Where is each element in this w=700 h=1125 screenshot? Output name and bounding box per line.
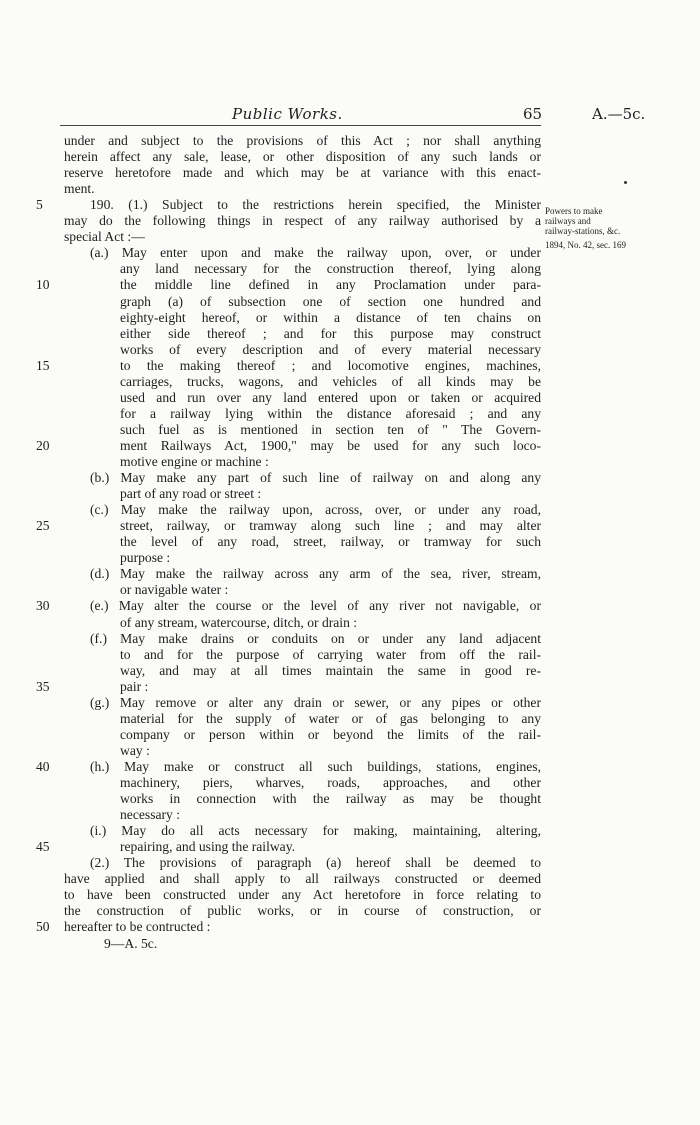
line-text: works of every description and of every material necessary (120, 341, 541, 357)
line-text: pair : (120, 678, 149, 694)
text-line (0, 486, 700, 502)
line-text: (c.) May make the railway upon, across, over, or under any road, (90, 502, 541, 518)
line-number: 5 (36, 197, 43, 213)
text-line (0, 454, 700, 470)
text-line (0, 711, 700, 727)
line-text: material for the supply of water or of gas belonging to any (120, 710, 541, 726)
text-line (0, 342, 700, 358)
text-line (0, 759, 700, 775)
line-text: hereafter to be contructed : (64, 919, 211, 935)
line-text: (e.) May alter the course or the level of any river not navigable, or (90, 598, 541, 614)
text-line (0, 566, 700, 582)
line-text: ment Railways Act, 1900," may be used for any such loco- (120, 437, 541, 453)
text-line (0, 695, 700, 711)
line-text: company or person within or beyond the limits of the rail- (120, 726, 541, 742)
line-text: purpose : (120, 550, 171, 566)
line-text: used and run over any land entered upon or taken or acquired (120, 389, 541, 405)
page-number: 65 (523, 105, 543, 123)
line-text: under and subject to the provisions of this Act ; nor shall anything (64, 133, 541, 148)
line-number: 10 (36, 277, 50, 293)
line-text: (2.) The provisions of paragraph (a) hereof shall be deemed to (90, 855, 541, 871)
line-text: part of any road or street : (120, 486, 262, 502)
text-line (0, 550, 700, 566)
line-text: (g.) May remove or alter any drain or sewer, or any pipes or other (90, 694, 541, 710)
line-text: works in connection with the railway as may be thought (120, 791, 541, 807)
line-text: street, railway, or tramway along such line ; and may alter (120, 518, 541, 534)
document-reference: A.—5c. (592, 105, 646, 123)
text-line (0, 294, 700, 310)
text-line (0, 647, 700, 663)
text-line (0, 406, 700, 422)
line-number: 40 (36, 758, 50, 774)
text-line (0, 374, 700, 390)
line-text: motive engine or machine : (120, 454, 269, 469)
line-text: the level of any road, street, railway, or tramway for such (120, 534, 541, 550)
text-line (0, 390, 700, 406)
line-text: of any stream, watercourse, ditch, or drain : (120, 614, 358, 630)
text-line (0, 791, 700, 807)
text-line (0, 502, 700, 518)
line-text: (a.) May enter upon and make the railway upon, over, or under (90, 245, 541, 261)
line-text: such fuel as is mentioned in section ten of " The Govern- (120, 421, 541, 437)
text-line (0, 919, 700, 935)
line-text: either side thereof ; and for this purpose may construct (120, 325, 541, 341)
text-line (0, 534, 700, 550)
text-line (0, 807, 700, 823)
line-text: graph (a) of subsection one of section one hundred and (120, 293, 541, 309)
text-line (0, 261, 700, 277)
line-number: 25 (36, 518, 50, 534)
text-line (0, 165, 700, 181)
text-line (0, 727, 700, 743)
line-text: (h.) May make or construct all such buildings, stations, engines, (90, 758, 541, 774)
text-line (0, 582, 700, 598)
line-text: to and for the purpose of carrying water from off the rail- (120, 646, 541, 662)
line-text: 190. (1.) Subject to the restrictions herein specified, the Minister (90, 197, 541, 213)
text-line (0, 326, 700, 342)
line-text: (f.) May make drains or conduits on or under any land adjacent (90, 630, 541, 646)
line-text: the middle line defined in any Proclamation under para- (120, 277, 541, 293)
text-line (0, 663, 700, 679)
line-text: herein affect any sale, lease, or other disposition of any such lands or (64, 149, 541, 165)
text-line (0, 598, 700, 614)
line-number: 50 (36, 919, 50, 935)
text-line (0, 422, 700, 438)
line-text: repairing, and using the railway. (120, 839, 296, 855)
line-text: any land necessary for the construction thereof, lying along (120, 261, 541, 277)
text-line (0, 133, 700, 149)
text-line (0, 936, 700, 952)
text-line (0, 679, 700, 695)
line-text: (i.) May do all acts necessary for making, maintaining, altering, (90, 823, 541, 839)
text-line (0, 743, 700, 759)
text-line (0, 277, 700, 293)
line-text: to have been constructed under any Act heretofore in force relating to (64, 887, 541, 903)
line-text: machinery, piers, wharves, roads, approaches, and other (120, 775, 541, 790)
text-line (0, 631, 700, 647)
line-text: the construction of public works, or in course of construction, or (64, 903, 541, 919)
line-text: (b.) May make any part of such line of railway on and along any (90, 470, 541, 486)
page-speck (624, 181, 627, 184)
text-line (0, 775, 700, 791)
text-line (0, 615, 700, 631)
line-text: have applied and shall apply to all railways constructed or deemed (64, 871, 541, 887)
text-line (0, 358, 700, 374)
text-line (0, 903, 700, 919)
line-number: 30 (36, 598, 50, 614)
text-line (0, 310, 700, 326)
line-text: necessary : (120, 807, 181, 823)
line-number: 15 (36, 357, 50, 373)
line-text: for a railway lying within the distance aforesaid ; and any (120, 405, 541, 421)
line-text: special Act :— (64, 229, 145, 245)
margin-note-line: railways and (545, 216, 591, 226)
text-line (0, 149, 700, 165)
line-text: 9—A. 5c. (104, 935, 158, 951)
line-text: to the making thereof ; and locomotive engines, machines, (120, 357, 541, 373)
line-number: 20 (36, 437, 50, 453)
text-line (0, 470, 700, 486)
line-text: may do the following things in respect of any railway authorised by a (64, 213, 541, 229)
line-number: 45 (36, 839, 50, 855)
text-line (0, 181, 700, 197)
line-text: ment. (64, 181, 95, 197)
line-text: or navigable water : (120, 582, 229, 598)
line-text: reserve heretofore made and which may be at variance with this enact- (64, 165, 541, 181)
running-title: Public Works. (232, 105, 343, 123)
text-line (0, 887, 700, 903)
text-line (0, 871, 700, 887)
text-line (0, 823, 700, 839)
line-text: carriages, trucks, wagons, and vehicles of all kinds may be (120, 373, 541, 389)
header-rule (60, 125, 541, 126)
line-text: (d.) May make the railway across any arm of the sea, river, stream, (90, 566, 541, 582)
text-line (0, 518, 700, 534)
line-text: eighty-eight hereof, or within a distance of ten chains on (120, 309, 541, 325)
line-text: way : (120, 742, 150, 758)
text-line (0, 438, 700, 454)
line-text: way, and may at all times maintain the same in good re- (120, 662, 541, 678)
text-line (0, 855, 700, 871)
text-line (0, 839, 700, 855)
margin-note-citation: 1894, No. 42, sec. 169 (545, 240, 626, 250)
line-number: 35 (36, 678, 50, 694)
margin-note-line: Powers to make (545, 206, 603, 216)
margin-note-line: railway-stations, &c. (545, 226, 621, 236)
